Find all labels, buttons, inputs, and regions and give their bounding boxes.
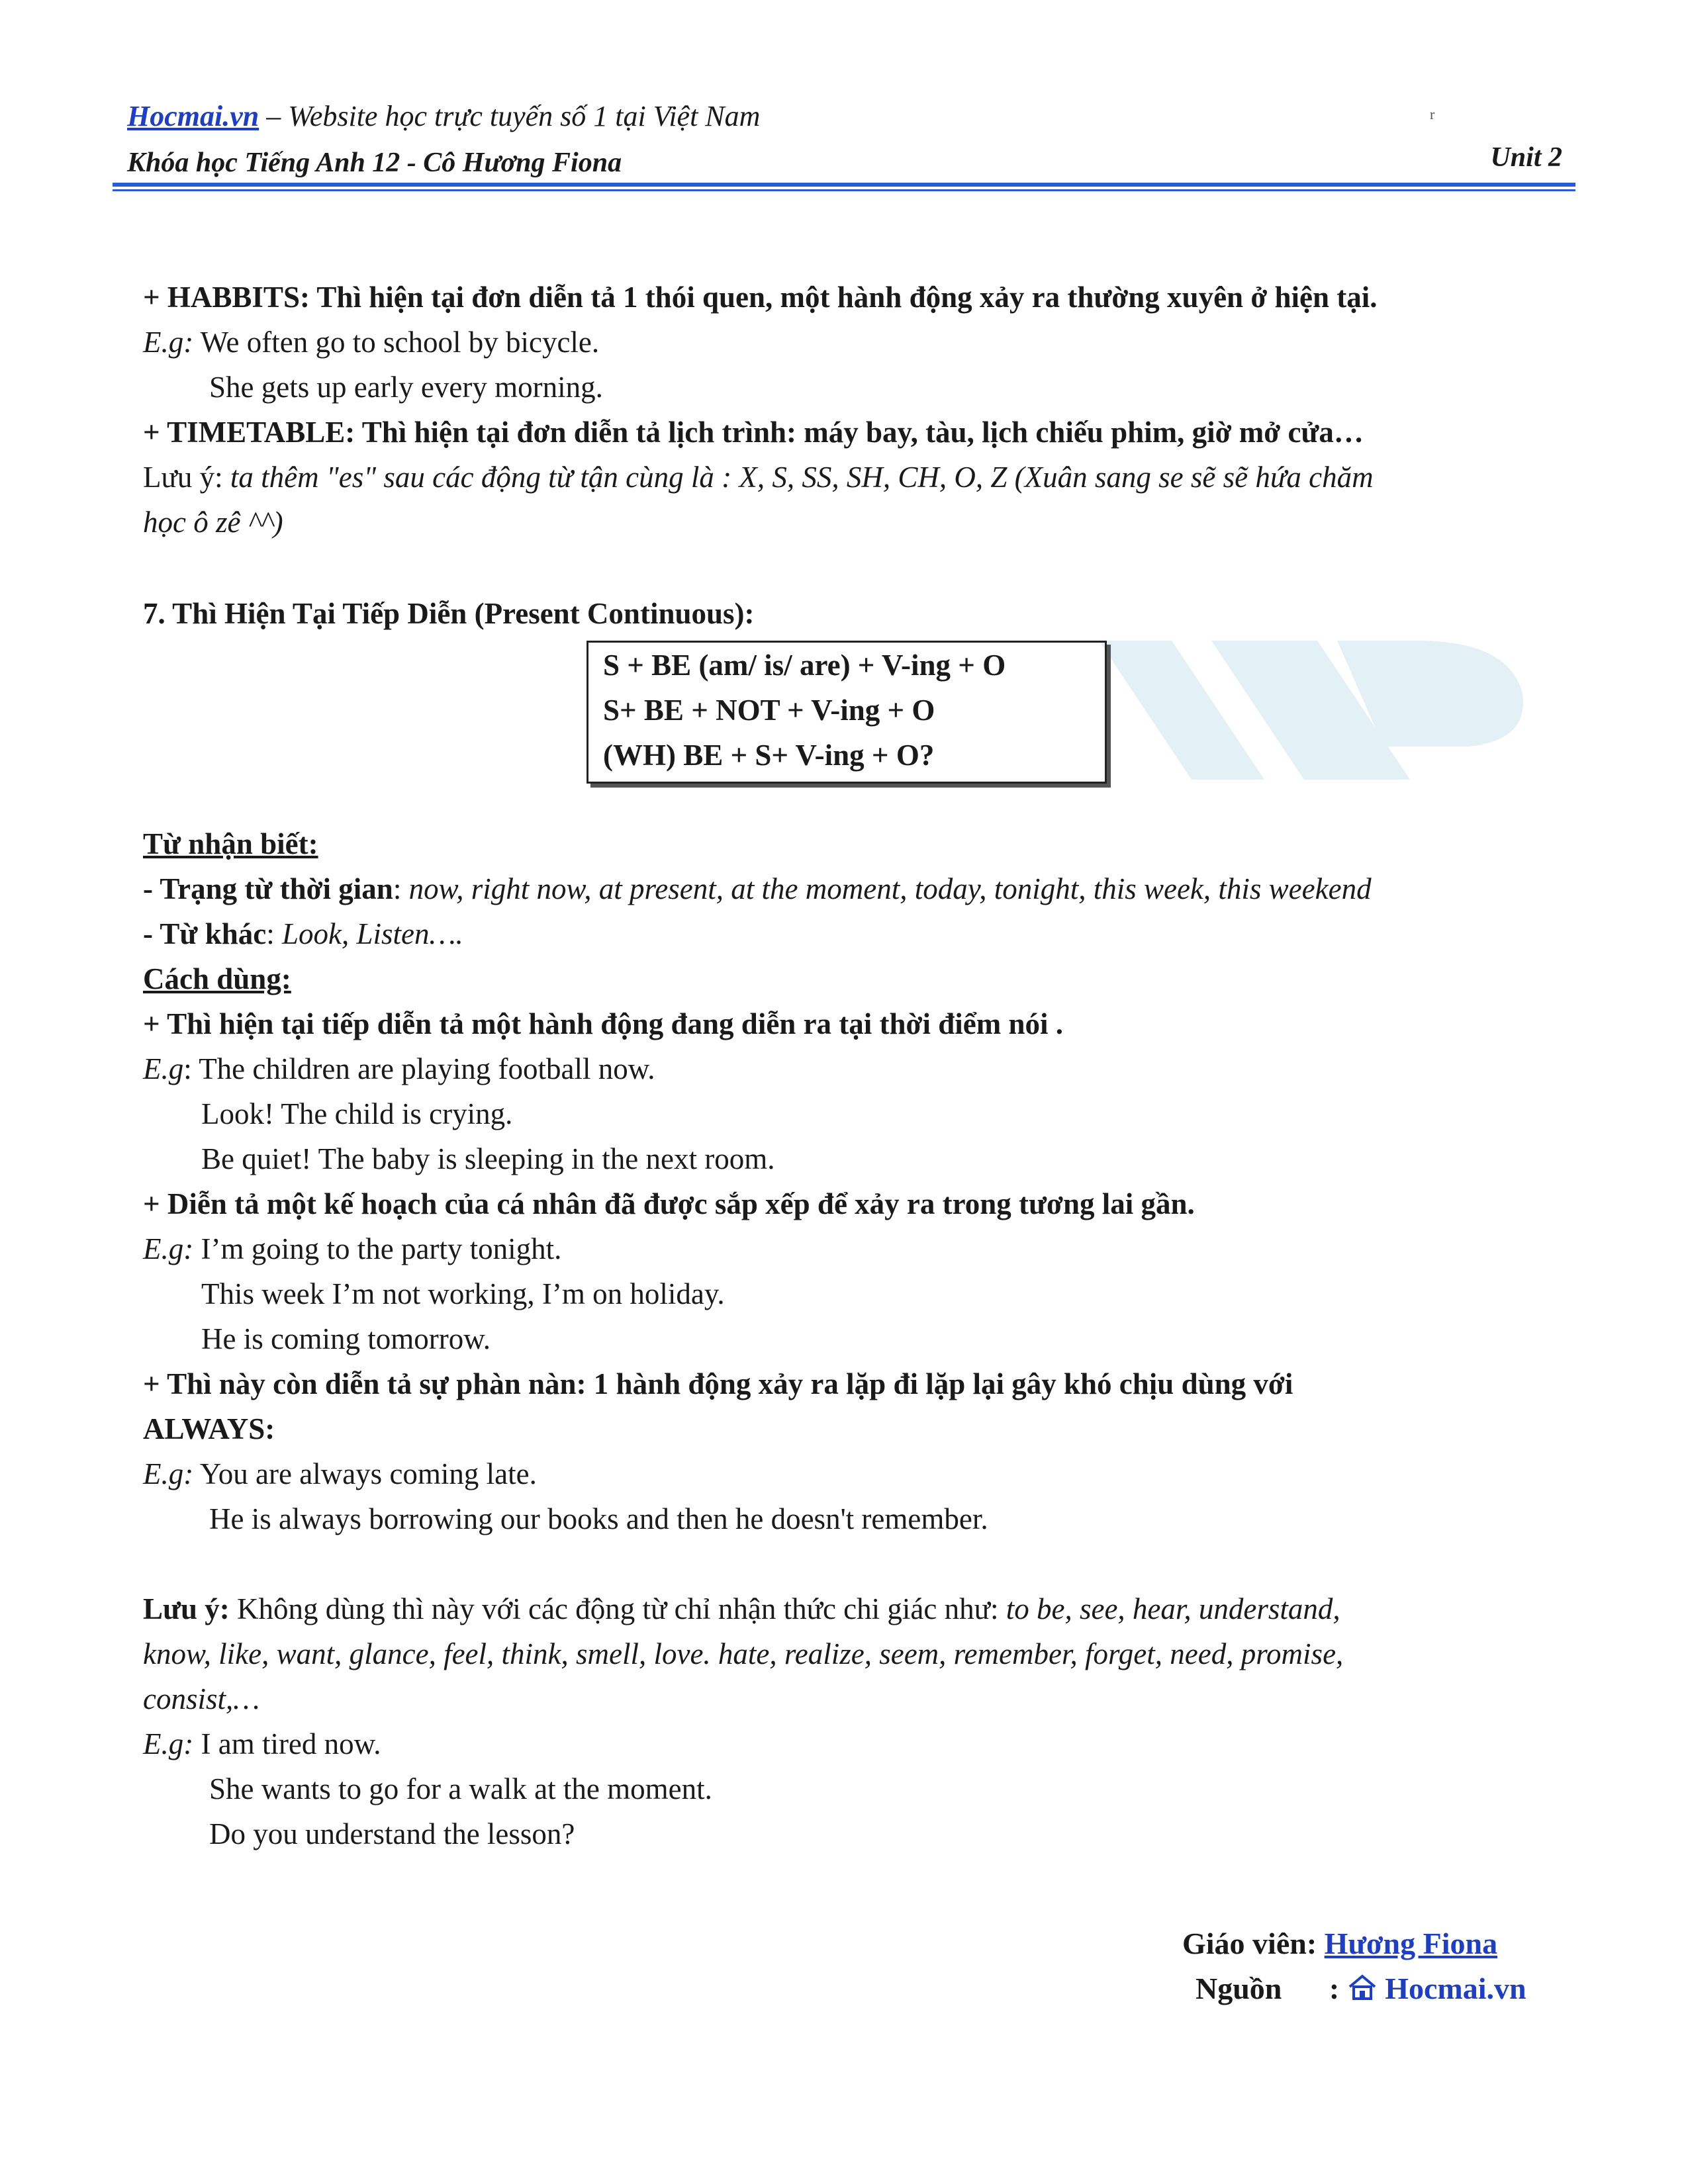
eg-label: E.g:	[143, 1457, 194, 1490]
example-text: Look! The child is crying.	[201, 1097, 513, 1130]
adverb-colon: :	[393, 872, 402, 905]
other-words-line	[143, 917, 463, 952]
usage-3: + Thì này còn diễn tả sự phàn nàn: 1 hành động xảy ra lặp đi lặp lại gây khó chịu dùng với	[143, 1367, 1293, 1400]
adverb-list: now, right now, at present, at the moment, today, tonight, this week, this weekend	[401, 872, 1372, 905]
watermark-logo	[1099, 641, 1575, 786]
example-text: : The children are playing football now.	[183, 1052, 655, 1085]
source-link[interactable]: Hocmai.vn	[1385, 1972, 1526, 2005]
note-text-cont: học ô zê ^^)	[143, 506, 283, 539]
usage-1: + Thì hiện tại tiếp diễn tả một hành động đang diễn ra tại thời điểm nói .	[143, 1007, 1063, 1040]
site-tagline: – Website học trực tuyến số 1 tại Việt Nam	[259, 100, 761, 132]
example-text: We often go to school by bicycle.	[193, 326, 600, 359]
example-text: I’m going to the party tonight.	[193, 1232, 562, 1265]
teacher-label: Giáo viên:	[1182, 1927, 1325, 1960]
teacher-credit	[1182, 1926, 1497, 1961]
timetable-heading: + TIMETABLE: Thì hiện tại đơn diễn tả lịch trình: máy bay, tàu, lịch chiếu phim, giờ mở cửa…	[143, 416, 1364, 449]
source-credit	[1196, 1971, 1526, 2006]
verb-list-cont: know, like, want, glance, feel, think, smell, love. hate, realize, seem, remember, forget, need, promise,	[143, 1637, 1344, 1670]
other-colon: :	[266, 917, 282, 950]
formula-box	[586, 641, 1107, 784]
note-line	[143, 1592, 1340, 1627]
example-text: Be quiet! The baby is sleeping in the next room.	[201, 1142, 775, 1175]
usage-1-example	[143, 1052, 655, 1087]
example-text: I am tired now.	[193, 1727, 381, 1760]
adverb-label: - Trạng từ thời gian	[143, 872, 393, 905]
eg-label: E.g:	[143, 326, 194, 359]
note-text: Không dùng thì này với các động từ chỉ nhận thức chi giác như:	[229, 1592, 1006, 1625]
adverbs-line	[143, 872, 1372, 907]
note-label: Lưu ý:	[143, 1592, 230, 1625]
header-line	[127, 99, 760, 133]
note-label: Lưu ý:	[143, 461, 223, 494]
example-text: He is always borrowing our books and then he doesn't remember.	[209, 1502, 988, 1535]
header-rule	[113, 183, 1575, 187]
eg-label: E.g:	[143, 1727, 194, 1760]
note-text: ta thêm "es" sau các động từ tận cùng là : X, S, SS, SH, CH, O, Z (Xuân sang se sẽ sẽ hứa chăm	[222, 461, 1374, 494]
corner-mark: r	[1430, 106, 1435, 122]
formula-question: (WH) BE + S+ V-ing + O?	[603, 739, 935, 772]
verb-list: to be, see, hear, understand,	[1006, 1592, 1340, 1625]
verb-list-end: consist,…	[143, 1682, 260, 1715]
example-text: Do you understand the lesson?	[209, 1817, 575, 1850]
formula-negative: S+ BE + NOT + V-ing + O	[603, 694, 935, 727]
usage-3-example	[143, 1457, 537, 1492]
example-text: He is coming tomorrow.	[201, 1322, 491, 1355]
source-label: Nguồn	[1196, 1972, 1282, 2005]
eg-label: E.g	[143, 1052, 184, 1085]
other-list: Look, Listen….	[281, 917, 463, 950]
timetable-note	[143, 461, 1374, 495]
site-link[interactable]: Hocmai.vn	[127, 100, 259, 132]
usage-3-cont: ALWAYS:	[143, 1412, 275, 1445]
other-label: - Từ khác	[143, 917, 267, 950]
usage-2-example	[143, 1232, 561, 1267]
usage-heading: Cách dùng:	[143, 962, 291, 995]
unit-label: Unit 2	[1490, 142, 1562, 173]
house-icon	[1347, 1974, 1378, 2001]
habits-heading: + HABBITS: Thì hiện tại đơn diễn tả 1 thói quen, một hành động xảy ra thường xuyên ở hiện tại.	[143, 281, 1378, 314]
signals-heading: Từ nhận biết:	[143, 827, 318, 860]
section-title: 7. Thì Hiện Tại Tiếp Diễn (Present Continuous):	[143, 597, 755, 630]
header-rule-thin	[113, 189, 1575, 191]
eg-label: E.g:	[143, 1232, 194, 1265]
source-colon: :	[1329, 1972, 1340, 2005]
teacher-link[interactable]: Hương Fiona	[1324, 1927, 1498, 1960]
habits-example	[143, 326, 599, 360]
example-text: She wants to go for a walk at the moment.	[209, 1772, 712, 1805]
usage-2: + Diễn tả một kế hoạch của cá nhân đã được sắp xếp để xảy ra trong tương lai gần.	[143, 1187, 1195, 1220]
example-text: She gets up early every morning.	[209, 371, 603, 404]
example-text: This week I’m not working, I’m on holiday.	[201, 1277, 725, 1310]
course-title: Khóa học Tiếng Anh 12 - Cô Hương Fiona	[127, 148, 622, 178]
example-text: You are always coming late.	[193, 1457, 537, 1490]
note-example	[143, 1727, 381, 1762]
formula-affirmative: S + BE (am/ is/ are) + V-ing + O	[603, 649, 1006, 682]
